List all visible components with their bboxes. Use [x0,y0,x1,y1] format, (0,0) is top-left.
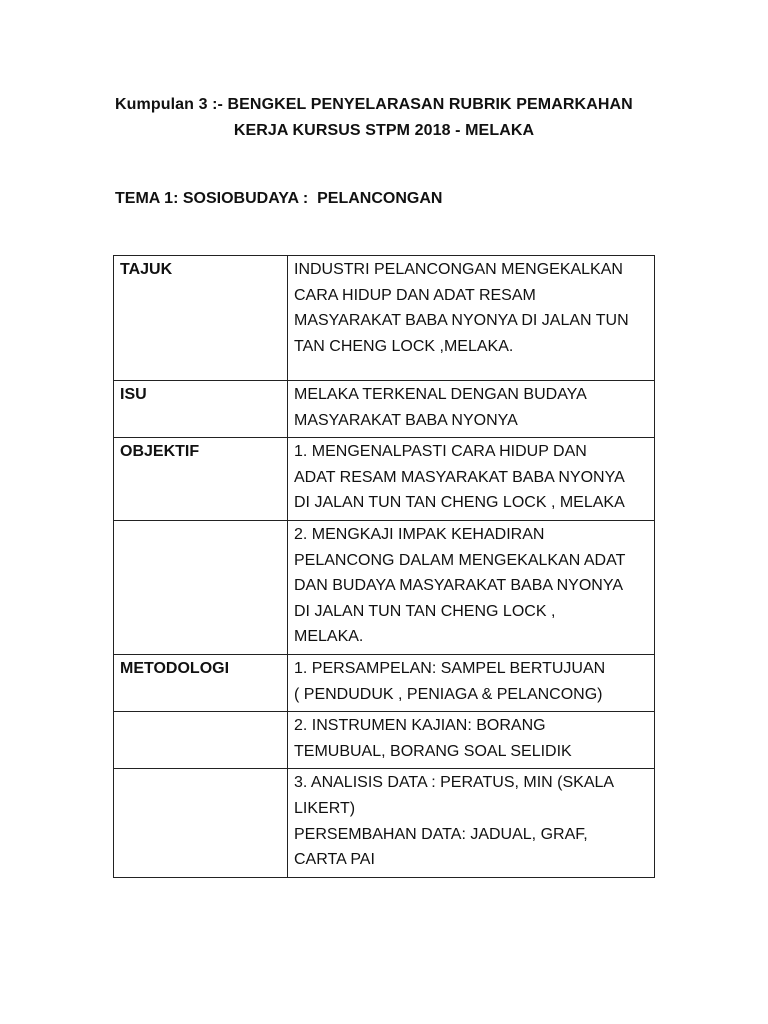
table-row-objektif-1 [114,438,655,521]
row-label-isu: ISU [114,381,288,438]
rubric-table [113,255,655,878]
theme-title: TEMA 1: SOSIOBUDAYA : PELANCONGAN [115,190,443,207]
table-row-metodologi-1 [114,654,655,711]
document-heading-line-2: KERJA KURSUS STPM 2018 - MELAKA [233,122,535,139]
row-content-objektif-2: 2. MENGKAJI IMPAK KEHADIRAN PELANCONG DALAM MENGEKALKAN ADAT DAN BUDAYA MASYARAKAT BABA NYONYA DI JALAN TUN TAN CHENG LOCK , MELAKA. [288,520,655,654]
row-label-tajuk: TAJUK [114,256,288,381]
row-label-empty [114,712,288,769]
row-label-objektif: OBJEKTIF [114,438,288,521]
table-row-objektif-2 [114,520,655,654]
table-row-tajuk [114,256,655,381]
row-content-tajuk: INDUSTRI PELANCONGAN MENGEKALKAN CARA HIDUP DAN ADAT RESAM MASYARAKAT BABA NYONYA DI JALAN TUN TAN CHENG LOCK ,MELAKA. [288,256,655,381]
row-label-empty [114,769,288,877]
row-content-isu: MELAKA TERKENAL DENGAN BUDAYA MASYARAKAT BABA NYONYA [288,381,655,438]
row-label-metodologi: METODOLOGI [114,654,288,711]
row-content-objektif-1: 1. MENGENALPASTI CARA HIDUP DAN ADAT RESAM MASYARAKAT BABA NYONYA DI JALAN TUN TAN CHENG LOCK , MELAKA [288,438,655,521]
row-label-empty [114,520,288,654]
table-row-metodologi-2 [114,712,655,769]
row-content-metodologi-1: 1. PERSAMPELAN: SAMPEL BERTUJUAN ( PENDUDUK , PENIAGA & PELANCONG) [288,654,655,711]
table-row-isu [114,381,655,438]
document-heading-line-1: Kumpulan 3 :- BENGKEL PENYELARASAN RUBRIK PEMARKAHAN [115,96,633,113]
table-row-metodologi-3 [114,769,655,877]
row-content-metodologi-2: 2. INSTRUMEN KAJIAN: BORANG TEMUBUAL, BORANG SOAL SELIDIK [288,712,655,769]
row-content-metodologi-3: 3. ANALISIS DATA : PERATUS, MIN (SKALA LIKERT) PERSEMBAHAN DATA: JADUAL, GRAF, CARTA PAI [288,769,655,877]
